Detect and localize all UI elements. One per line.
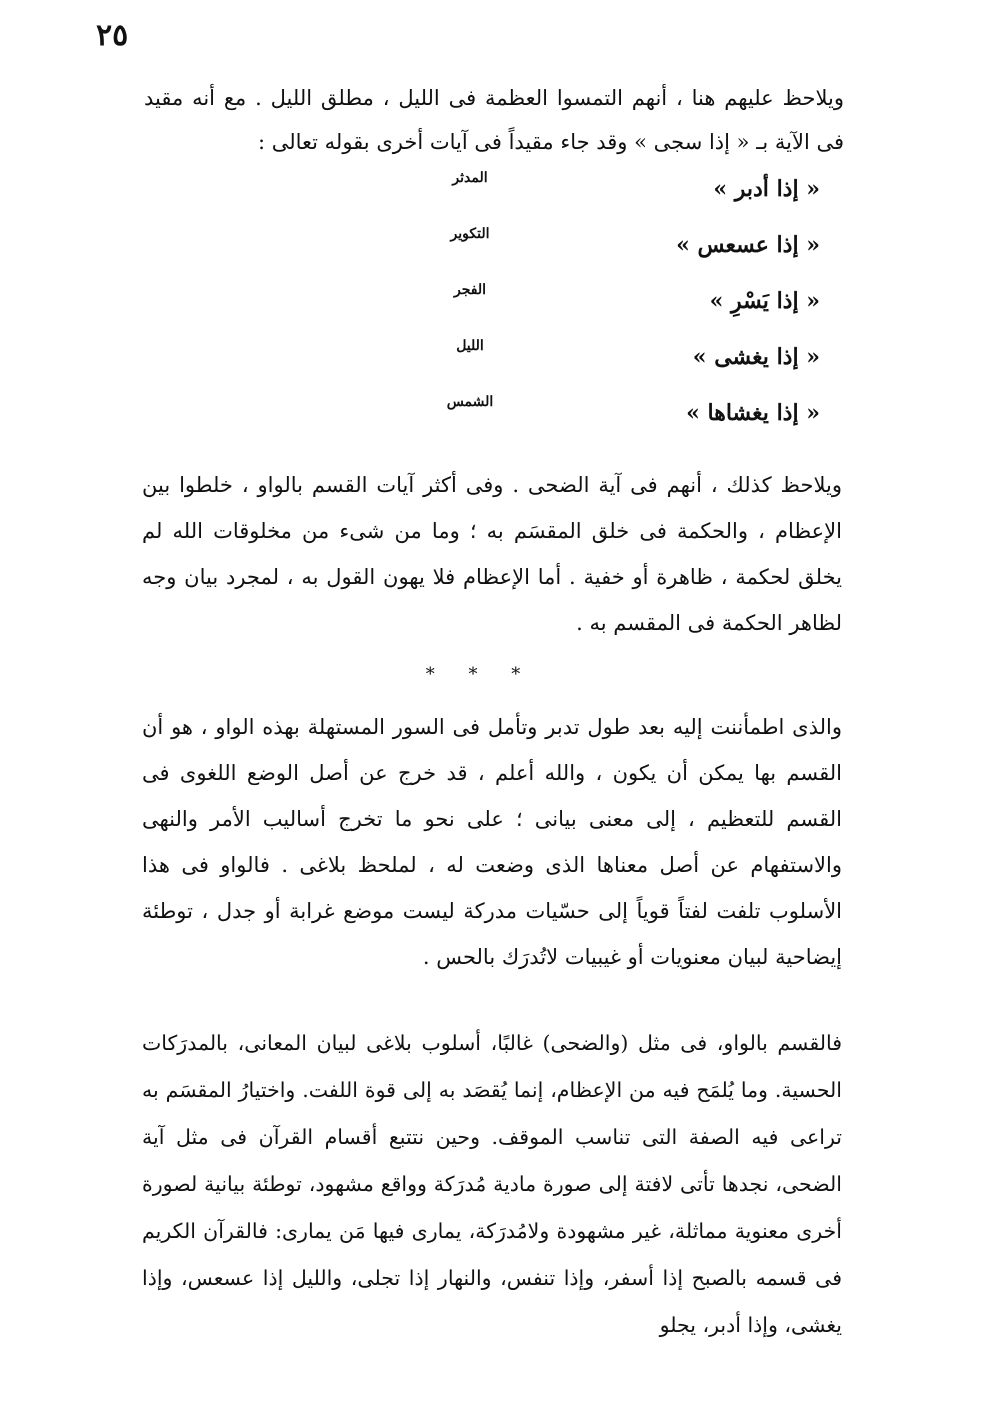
verse-row (420, 338, 820, 394)
verse-text: « إذا يغشى » (692, 344, 820, 370)
paragraph-explanation: فالقسم بالواو، فى مثل (والضحى) غالبًا، أسلوب بلاغى لبيان المعانى، بالمدرَكات الحسية. وما يُلمَح فيه من الإعظام، إنما يُقصَد به إلى قوة اللفت. واختيارُ المقسَم به تراعى فيه الصفة التى تناسب الموقف. وحين نتتبع أقسام القرآن فى مثل آية الضحى، نجدها تأتى لافتة إلى صورة مادية مُدرَكة وواقع مشهود، توطئة بيانية لصورة أخرى معنوية مماثلة، غير مشهودة ولامُدرَكة، يمارى فيها مَن يمارى: فالقرآن الكريم فى قسمه بالصبح إذا أسفر، وإذا تنفس، والنهار إذا تجلى، والليل إذا عسعس، وإذا يغشى، وإذا أدبر، يجلو (142, 1031, 842, 1337)
surah-name: الفجر (454, 282, 486, 298)
surah-name: المدثر (452, 170, 488, 186)
section-separator: * * * (425, 664, 535, 685)
verse-text: « إذا يغشاها » (686, 400, 820, 426)
verse-text: « إذا يَسْرِ » (709, 288, 820, 314)
verse-text: « إذا أدبر » (713, 176, 820, 202)
verse-list (420, 170, 820, 450)
surah-name: التكوير (450, 226, 490, 242)
verse-text: « إذا عسعس » (676, 232, 820, 258)
surah-name: الشمس (446, 394, 494, 410)
surah-name: الليل (456, 338, 484, 354)
paragraph-conclusion: والذى اطمأننت إليه بعد طول تدبر وتأمل فى السور المستهلة بهذه الواو ، هو أن القسم بها يمكن أن يكون ، والله أعلم ، قد خرج عن أصل الوضع اللغوى فى القسم للتعظيم ، إلى معنى بيانى ؛ على نحو ما تخرج أساليب الأمر والنهى والاستفهام عن أصل معناها الذى وضعت له ، لملحظ بلاغى . فالواو فى هذا الأسلوب تلفت لفتاً قوياً إلى حسّيات مدركة ليست موضع غرابة أو جدل ، توطئة إيضاحية لبيان معنويات أو غيبيات لاتُدرَك بالحس . (142, 715, 842, 969)
verse-row (420, 282, 820, 338)
verse-row (420, 394, 820, 450)
verse-row (420, 226, 820, 282)
paragraph-observation: ويلاحظ كذلك ، أنهم فى آية الضحى . وفى أكثر آيات القسم بالواو ، خلطوا بين الإعظام ، والحكمة فى خلق المقسَم به ؛ وما من شىء من مخلوقات الله لم يخلق لحكمة ، ظاهرة أو خفية . أما الإعظام فلا يهون القول به ، لمجرد بيان وجه لظاهر الحكمة فى المقسم به . (142, 473, 842, 635)
verse-row (420, 170, 820, 226)
page-number: ٢٥ (96, 18, 129, 53)
paragraph-intro: ويلاحظ عليهم هنا ، أنهم التمسوا العظمة فى الليل ، مطلق الليل . مع أنه مقيد فى الآية بـ « إذا سجى » وقد جاء مقيداً فى آيات أخرى بقوله تعالى : (144, 86, 844, 154)
